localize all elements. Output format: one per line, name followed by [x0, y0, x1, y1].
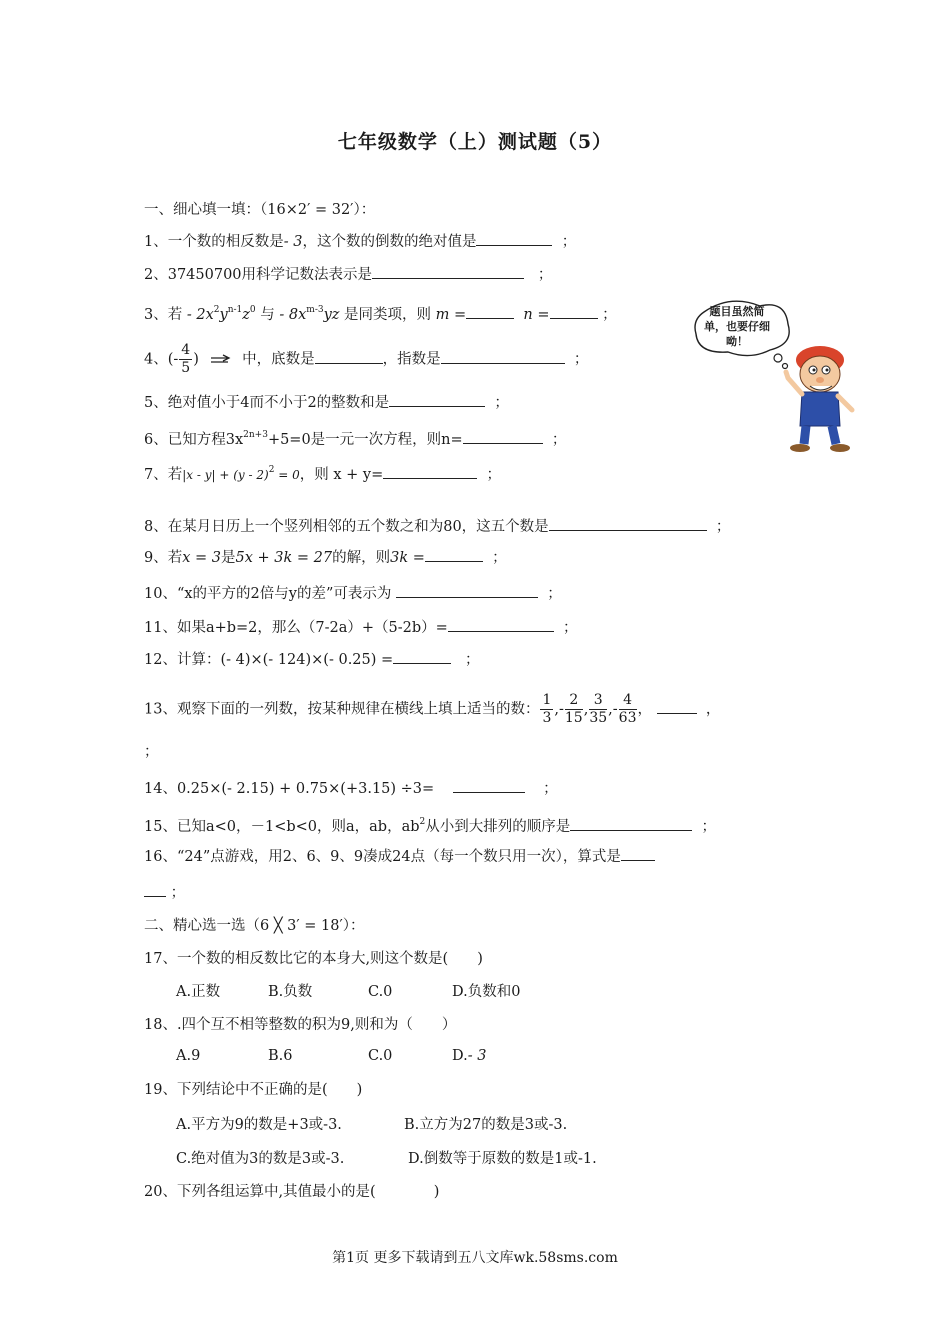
answer-blank[interactable]: [425, 547, 483, 562]
answer-blank[interactable]: [657, 699, 697, 714]
answer-blank[interactable]: [453, 778, 525, 793]
answer-blank[interactable]: [372, 264, 524, 279]
question-4: 4、(- $\frac{4}{5}$ ) 中，底数是 ，指数是 ；: [144, 342, 589, 376]
section-2-heading: 二、精心选一选（6 ╳ 3′ = 18′）：: [144, 918, 365, 934]
question-15: 15、已知a<0，－1<b<0，则a，ab，$ab^2$从小到大排列的顺序是 ；: [144, 817, 716, 835]
answer-blank[interactable]: [396, 583, 538, 598]
fraction: $\frac{1}{3}$: [542, 692, 552, 726]
answer-blank[interactable]: [144, 882, 166, 897]
fraction: $\frac{2}{15}$: [564, 692, 583, 726]
option-c[interactable]: C.0: [368, 984, 393, 1000]
answer-blank[interactable]: [389, 392, 485, 407]
question-16-continued: ；: [144, 882, 185, 903]
option-a[interactable]: A.平方为9的数是+3或-3.: [176, 1117, 342, 1133]
question-7: 7、若|x - y| + (y - 2)$^2$ = 0，则 x + y= ；: [144, 465, 501, 483]
answer-blank[interactable]: [393, 649, 451, 664]
question-12: 12、计算：(- 4)×(- 124)×(- 0.25) = ；: [144, 649, 480, 670]
option-d[interactable]: D.- 3: [452, 1048, 487, 1064]
option-b[interactable]: B.立方为27的数是3或-3.: [404, 1117, 568, 1133]
question-18-options: [176, 1046, 486, 1066]
question-6: 6、已知方程$3x^{2n+3}+5=0$是一元一次方程，则n= ；: [144, 430, 567, 448]
question-3: 3、若 - $2x^2y^{n-1}z^0$ 与 - $8x^{m-3}yz$ 是同类项，则 m = n = ；: [144, 305, 617, 323]
option-b[interactable]: B.6: [268, 1048, 293, 1064]
question-1: 1、一个数的相反数是- 3，这个数的倒数的绝对值是 ；: [144, 231, 576, 252]
question-18: 18、.四个互不相等整数的积为9,则和为（ ）: [144, 1017, 457, 1033]
answer-blank[interactable]: [570, 816, 692, 831]
option-d[interactable]: D.负数和0: [452, 984, 521, 1000]
answer-blank[interactable]: [463, 429, 543, 444]
question-9: 9、若x = 3是5x + 3k = 27的解，则3k = ；: [144, 547, 507, 568]
question-10: 10、“x的平方的2倍与y的差”可表示为 ；: [144, 583, 562, 604]
question-5: 5、绝对值小于4而不小于2的整数和是 ；: [144, 392, 509, 413]
option-a[interactable]: A.9: [176, 1048, 201, 1064]
question-17-options: [176, 982, 520, 1002]
option-c[interactable]: C.0: [368, 1048, 393, 1064]
power-arrow-icon: [210, 354, 232, 366]
speech-bubble-text: 题目虽然简单，也要仔细呦！: [704, 305, 770, 348]
answer-blank[interactable]: [383, 464, 477, 479]
answer-blank[interactable]: [315, 349, 383, 364]
fraction: $\frac{4}{63}$: [618, 692, 637, 726]
fraction: $\frac{4}{5}$: [181, 342, 191, 376]
question-11: 11、如果a+b=2，那么（7-2a）+（5-2b）= ；: [144, 617, 578, 638]
question-17: 17、一个数的相反数比它的本身大,则这个数是( ): [144, 951, 483, 967]
answer-blank[interactable]: [441, 349, 565, 364]
answer-blank[interactable]: [550, 304, 598, 319]
answer-blank[interactable]: [466, 304, 514, 319]
question-2: 2、37450700用科学记数法表示是 ；: [144, 264, 552, 285]
page-footer: 第1页 更多下载请到五八文库wk.58sms.com: [332, 1250, 618, 1266]
option-c[interactable]: C.绝对值为3的数是3或-3.: [176, 1151, 345, 1167]
answer-blank[interactable]: [476, 231, 552, 246]
question-16: 16、“24”点游戏，用2、6、9、9凑成24点（每一个数只用一次），算式是: [144, 846, 655, 867]
section-1-heading: 一、细心填一填：（16×2′ = 32′）：: [144, 202, 376, 218]
question-13: 13、观察下面的一列数，按某种规律在横线上填上适当的数： $\frac{1}{3}$ ,- $\frac{2}{15}$ , $\frac{3}{35}$ ,- $\frac{4}{63}$ ， ，: [144, 692, 721, 726]
page-title: 七年级数学（上）测试题（5）: [337, 131, 613, 153]
answer-blank[interactable]: [448, 617, 554, 632]
option-a[interactable]: A.正数: [176, 984, 221, 1000]
question-8: 8、在某月日历上一个竖列相邻的五个数之和为80，这五个数是 ；: [144, 516, 730, 537]
question-19: 19、下列结论中不正确的是( ): [144, 1082, 363, 1098]
question-14: 14、0.25×(- 2.15) + 0.75×(+3.15) ÷3= ；: [144, 778, 558, 799]
fraction: $\frac{3}{35}$: [589, 692, 608, 726]
answer-blank[interactable]: [621, 846, 655, 861]
option-d[interactable]: D.倒数等于原数的数是1或-1.: [408, 1151, 597, 1167]
question-13-end: ；: [144, 744, 159, 760]
option-b[interactable]: B.负数: [268, 984, 313, 1000]
answer-blank[interactable]: [549, 516, 707, 531]
question-19-options-row1: [176, 1115, 567, 1135]
question-19-options-row2: [176, 1149, 597, 1169]
question-20: 20、下列各组运算中,其值最小的是( ): [144, 1184, 440, 1200]
